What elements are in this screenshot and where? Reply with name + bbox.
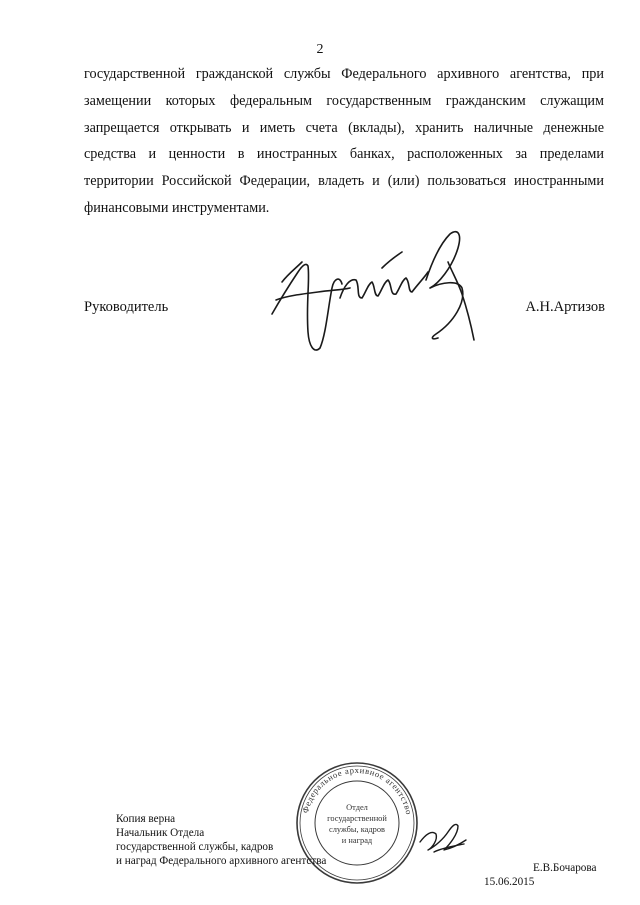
body-line: финансовыми инструментами. bbox=[84, 199, 270, 216]
seal-center-line: и наград bbox=[341, 836, 373, 845]
copy-signer-name: Е.В.Бочарова bbox=[533, 862, 597, 874]
body-line: территории Российской Федерации, владеть и (или) пользоваться иностранными bbox=[84, 173, 604, 190]
seal-center-line: Отдел bbox=[346, 803, 368, 812]
copy-line: Начальник Отдела bbox=[116, 827, 205, 839]
handwritten-signature bbox=[262, 222, 482, 362]
body-line: государственной гражданской службы Федерального архивного агентства, при bbox=[84, 66, 604, 82]
signer-position: Руководитель bbox=[84, 299, 169, 315]
copy-certification bbox=[116, 812, 326, 868]
copy-line: Копия верна bbox=[116, 813, 176, 825]
page-number: 2 bbox=[316, 42, 324, 57]
signer-name: А.Н.Артизов bbox=[525, 299, 605, 315]
body-paragraph bbox=[84, 61, 604, 222]
copy-line: и наград Федерального архивного агентства bbox=[116, 855, 327, 867]
body-line: запрещается открывать и иметь счета (вклады), хранить наличные денежные bbox=[84, 119, 604, 136]
seal-ring-text: Федеральное архивное агентство bbox=[300, 764, 415, 816]
copy-date: 15.06.2015 bbox=[484, 876, 535, 888]
copy-line: государственной службы, кадров bbox=[116, 841, 274, 853]
seal-center-line: службы, кадров bbox=[329, 825, 385, 834]
body-line: замещении которых федеральным государственным гражданским служащим bbox=[84, 92, 604, 109]
copy-signature bbox=[414, 812, 470, 858]
body-line: средства и ценности в иностранных банках, расположенных за пределами bbox=[84, 146, 604, 163]
seal-center-line: государственной bbox=[327, 814, 387, 823]
